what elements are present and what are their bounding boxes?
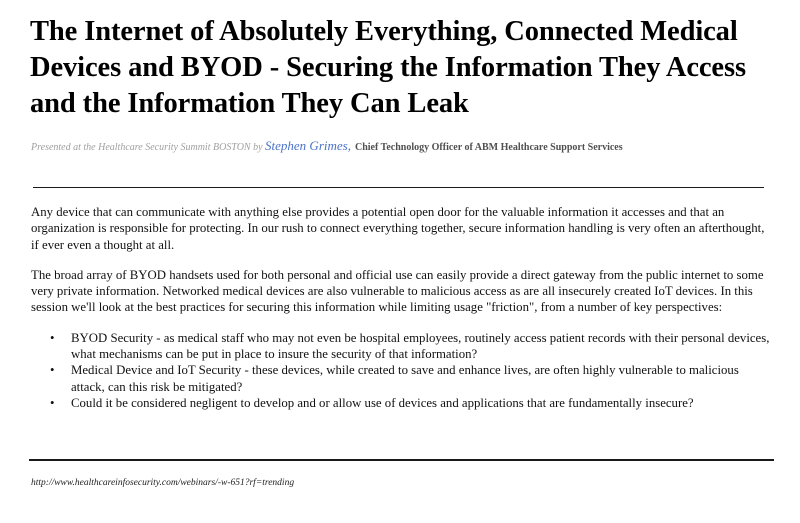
list-item-text: BYOD Security - as medical staff who may not even be hospital employees, routinely access patient records with their personal devices, what mechanisms can be put in place to insure the security of that information? bbox=[71, 330, 770, 362]
author-link[interactable]: Stephen Grimes, bbox=[265, 138, 351, 153]
bullet-icon: • bbox=[50, 363, 55, 378]
author-role: Chief Technology Officer of ABM Healthcare Support Services bbox=[354, 142, 623, 153]
list-item-text: Medical Device and IoT Security - these devices, while created to save and enhance lives, are often highly vulnerable to malicious attack, can this risk be mitigated? bbox=[71, 363, 739, 394]
byline bbox=[31, 137, 791, 157]
presented-at-text: Presented at the Healthcare Security Summit BOSTON by bbox=[31, 142, 266, 153]
list-item bbox=[50, 362, 771, 395]
source-url-link[interactable]: http://www.healthcareinfosecurity.com/webinars/-w-651?rf=trending bbox=[31, 478, 295, 488]
paragraph-intro: Any device that can communicate with anything else provides a potential open door for the valuable information it accesses and that an organization is responsible for protecting. In our rush to connect everything together, secure information handling is very often an afterthought, if ever even a thought at all. bbox=[31, 205, 765, 252]
perspectives-list bbox=[31, 330, 771, 411]
list-item bbox=[50, 395, 771, 411]
footer-divider bbox=[29, 459, 774, 461]
article-body bbox=[31, 204, 771, 411]
page-title: The Internet of Absolutely Everything, Connected Medical Devices and BYOD - Securing the Information They Access and the Information They Can Leak bbox=[30, 16, 746, 119]
paragraph-byod: The broad array of BYOD handsets used for both personal and official use can easily provide a direct gateway from the public internet to some very private information. Networked medical devices are also vulnerable to malicious access as are all insecurely created IoT devices. In this session we'll look at the best practices for securing this information while limiting usage "friction", from a number of key perspectives: bbox=[31, 267, 764, 315]
list-item-text: Could it be considered negligent to develop and or allow use of devices and applications that are fundamentally insecure? bbox=[71, 395, 694, 410]
list-item bbox=[50, 330, 771, 363]
bullet-icon: • bbox=[50, 330, 55, 345]
header-divider bbox=[33, 187, 764, 188]
bullet-icon: • bbox=[50, 395, 55, 410]
